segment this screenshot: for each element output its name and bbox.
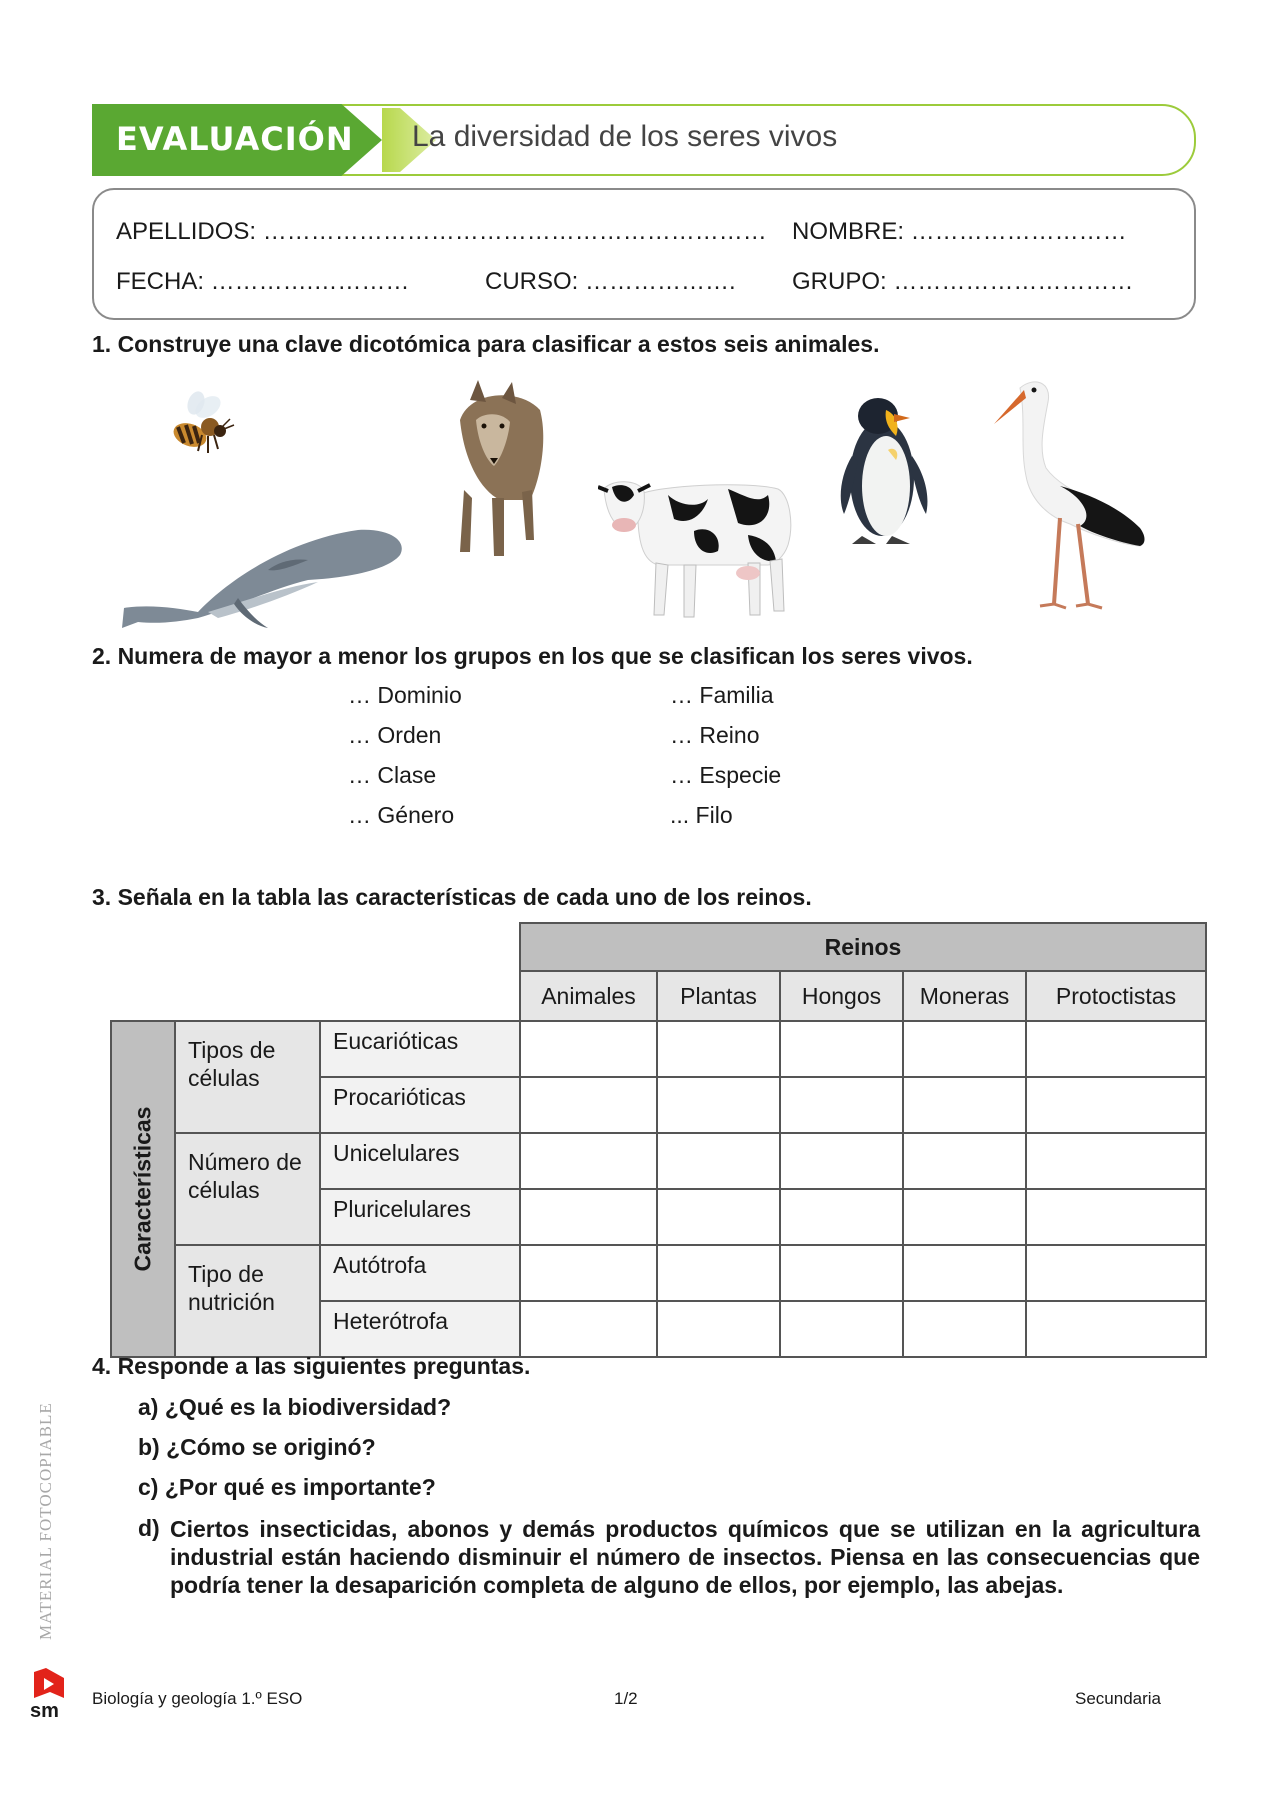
table-cell[interactable] xyxy=(657,1021,780,1077)
table-cell[interactable] xyxy=(1026,1245,1206,1301)
field-fecha[interactable]: FECHA: ………….………… xyxy=(116,268,410,295)
table-cell[interactable] xyxy=(657,1245,780,1301)
table-cell[interactable] xyxy=(780,1021,903,1077)
table-cell[interactable] xyxy=(903,1245,1026,1301)
wolf-image xyxy=(440,380,550,560)
table-cell[interactable] xyxy=(780,1133,903,1189)
row-label: Unicelulares xyxy=(320,1133,520,1189)
header-banner xyxy=(92,104,1196,176)
evaluation-label: EVALUACIÓN xyxy=(116,120,354,158)
question-2-title: 2. Numera de mayor a menor los grupos en los que se clasifican los seres vivos. xyxy=(92,643,973,669)
table-cell[interactable] xyxy=(1026,1077,1206,1133)
table-cell[interactable] xyxy=(903,1077,1026,1133)
question-4d-letter: d) xyxy=(138,1515,160,1541)
table-cell[interactable] xyxy=(520,1189,657,1245)
field-nombre[interactable]: NOMBRE: ……………………… xyxy=(792,218,1127,245)
row-label: Procarióticas xyxy=(320,1077,520,1133)
group-cell-count: Número de células xyxy=(175,1133,320,1245)
row-label: Eucarióticas xyxy=(320,1021,520,1077)
field-curso[interactable]: CURSO: ………………. xyxy=(485,268,736,295)
kingdom-header: Protoctistas xyxy=(1026,971,1206,1021)
characteristics-label: Características xyxy=(129,1106,156,1272)
row-label: Pluricelulares xyxy=(320,1189,520,1245)
table-cell[interactable] xyxy=(657,1189,780,1245)
list-item[interactable]: … Especie xyxy=(670,762,782,788)
table-cell[interactable] xyxy=(903,1301,1026,1357)
list-item[interactable]: … Género xyxy=(348,802,455,828)
table-cell[interactable] xyxy=(520,1021,657,1077)
table-cell[interactable] xyxy=(1026,1301,1206,1357)
field-apellidos[interactable]: APELLIDOS: ……………………………………………………… xyxy=(116,218,767,245)
list-item[interactable]: … Familia xyxy=(670,682,774,708)
sm-logo-text: sm xyxy=(30,1700,59,1722)
bee-image xyxy=(160,385,240,465)
question-4-title: 4. Responde a las siguientes preguntas. xyxy=(92,1353,531,1379)
footer-subject: Biología y geología 1.º ESO xyxy=(92,1689,303,1708)
characteristics-side-header xyxy=(111,1021,175,1357)
table-cell[interactable] xyxy=(657,1301,780,1357)
whale-image xyxy=(118,500,408,630)
kingdoms-table xyxy=(110,922,1207,1358)
page-title: La diversidad de los seres vivos xyxy=(412,120,838,153)
table-cell[interactable] xyxy=(520,1245,657,1301)
group-cell-types: Tipos de células xyxy=(175,1021,320,1133)
question-4a: a) ¿Qué es la biodiversidad? xyxy=(138,1394,452,1420)
question-4c: c) ¿Por qué es importante? xyxy=(138,1474,436,1500)
photocopy-watermark: MATERIAL FOTOCOPIABLE xyxy=(36,1402,55,1640)
footer-page-number: 1/2 xyxy=(614,1689,638,1708)
question-4b: b) ¿Cómo se originó? xyxy=(138,1434,376,1460)
table-cell[interactable] xyxy=(780,1077,903,1133)
field-grupo[interactable]: GRUPO: ………………………… xyxy=(792,268,1134,295)
table-cell[interactable] xyxy=(903,1189,1026,1245)
question-1-title: 1. Construye una clave dicotómica para clasificar a estos seis animales. xyxy=(92,331,880,357)
table-cell[interactable] xyxy=(780,1245,903,1301)
list-item[interactable]: ... Filo xyxy=(670,802,733,828)
kingdom-header: Animales xyxy=(520,971,657,1021)
table-cell[interactable] xyxy=(1026,1133,1206,1189)
table-cell[interactable] xyxy=(780,1301,903,1357)
penguin-image xyxy=(830,390,940,550)
question-3-title: 3. Señala en la tabla las características de cada uno de los reinos. xyxy=(92,884,812,910)
table-cell[interactable] xyxy=(657,1077,780,1133)
stork-image xyxy=(990,368,1150,618)
list-item[interactable]: … Orden xyxy=(348,722,442,748)
table-cell[interactable] xyxy=(520,1133,657,1189)
table-cell[interactable] xyxy=(903,1021,1026,1077)
sm-logo-icon xyxy=(32,1668,66,1702)
reinos-header: Reinos xyxy=(520,923,1206,971)
table-cell[interactable] xyxy=(903,1133,1026,1189)
row-label: Heterótrofa xyxy=(320,1301,520,1357)
list-item[interactable]: … Clase xyxy=(348,762,437,788)
table-cell[interactable] xyxy=(657,1133,780,1189)
kingdom-header: Plantas xyxy=(657,971,780,1021)
group-nutrition: Tipo de nutrición xyxy=(175,1245,320,1357)
list-item[interactable]: … Reino xyxy=(670,722,760,748)
student-info-box xyxy=(92,188,1196,320)
question-4d: Ciertos insecticidas, abonos y demás productos químicos que se utilizan en la agricultura industrial están haciendo disminuir el número de insectos. Piensa en las consecuencias que podría tener la desaparición completa de alguno de ellos, por ejemplo, las abejas. xyxy=(170,1516,1200,1598)
footer-level: Secundaria xyxy=(1075,1689,1162,1708)
table-cell[interactable] xyxy=(1026,1189,1206,1245)
table-cell[interactable] xyxy=(520,1077,657,1133)
row-label: Autótrofa xyxy=(320,1245,520,1301)
table-cell[interactable] xyxy=(1026,1021,1206,1077)
table-cell[interactable] xyxy=(780,1189,903,1245)
table-cell[interactable] xyxy=(520,1301,657,1357)
kingdom-header: Hongos xyxy=(780,971,903,1021)
list-item[interactable]: … Dominio xyxy=(348,682,462,708)
kingdom-header: Moneras xyxy=(903,971,1026,1021)
cow-image xyxy=(598,465,798,625)
